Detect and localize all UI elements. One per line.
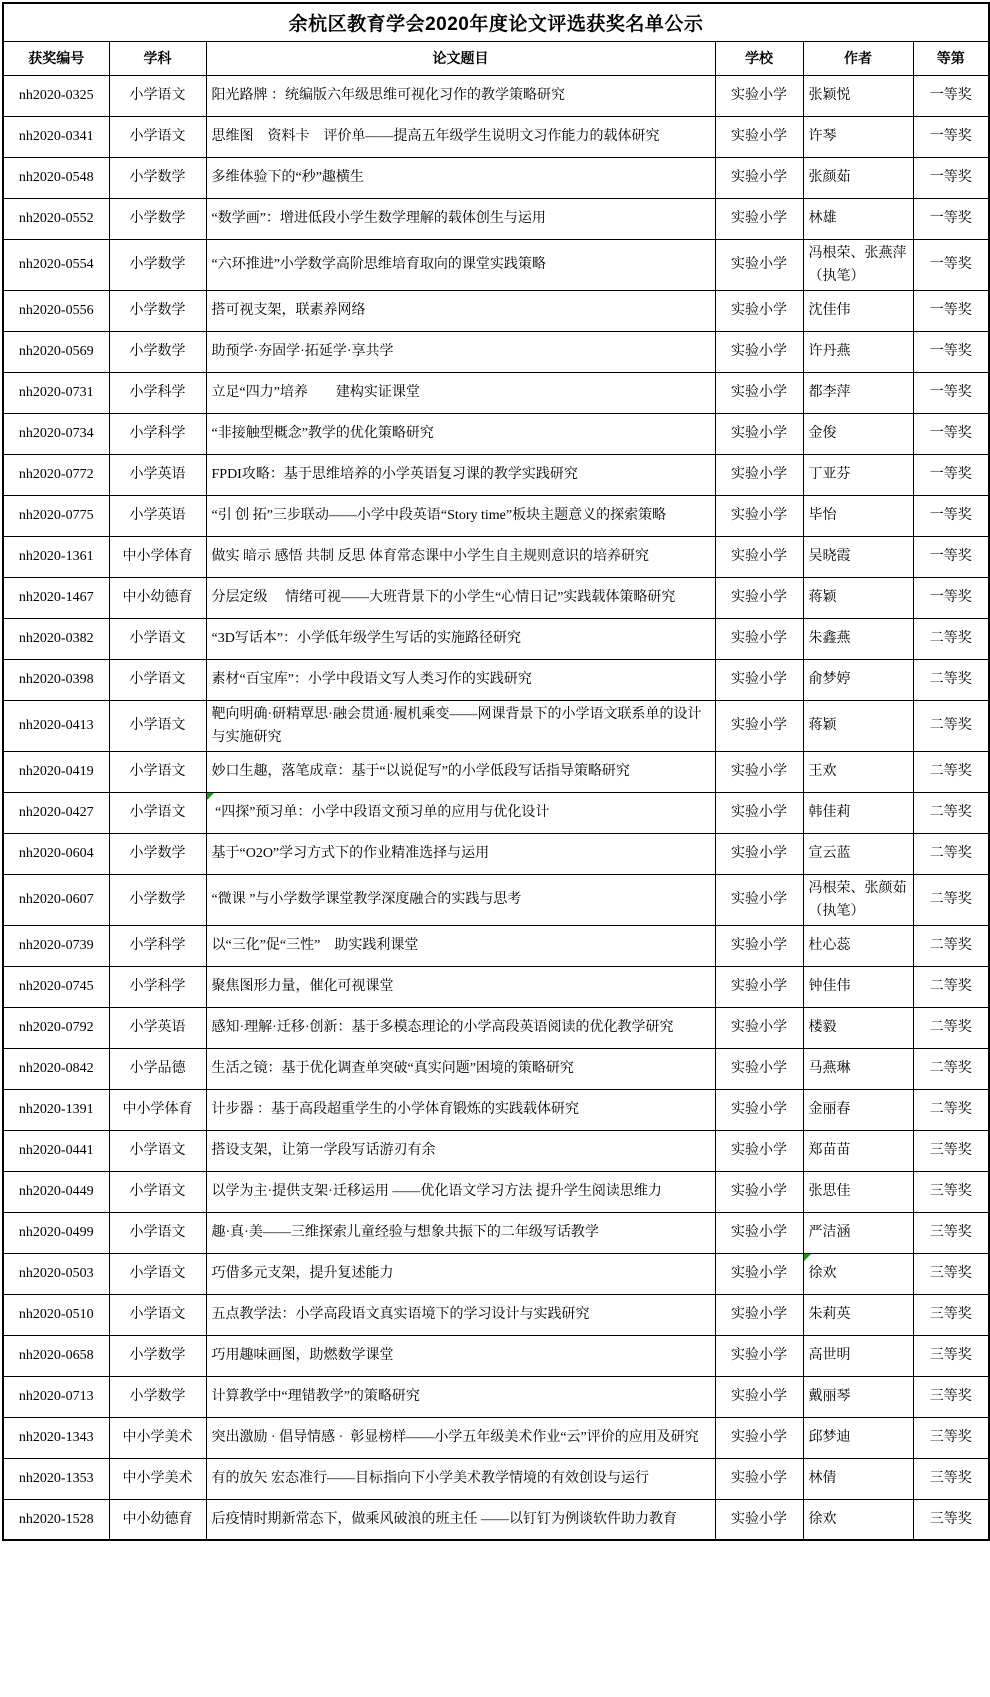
cell-award-grade: 二等奖 <box>913 833 989 874</box>
cell-award-id: nh2020-0419 <box>3 751 109 792</box>
cell-school: 实验小学 <box>715 1294 803 1335</box>
cell-author: 杜心蕊 <box>803 925 913 966</box>
cell-award-id: nh2020-0499 <box>3 1212 109 1253</box>
cell-award-grade: 二等奖 <box>913 925 989 966</box>
cell-award-grade: 三等奖 <box>913 1130 989 1171</box>
cell-award-id: nh2020-0713 <box>3 1376 109 1417</box>
cell-school: 实验小学 <box>715 1417 803 1458</box>
cell-subject: 小学数学 <box>109 290 206 331</box>
cell-subject: 中小学美术 <box>109 1458 206 1499</box>
cell-author: 毕怡 <box>803 495 913 536</box>
cell-award-grade: 一等奖 <box>913 413 989 454</box>
cell-award-grade: 三等奖 <box>913 1417 989 1458</box>
table-row <box>3 372 989 413</box>
cell-subject: 小学英语 <box>109 1007 206 1048</box>
table-row <box>3 454 989 495</box>
cell-award-grade: 二等奖 <box>913 966 989 1007</box>
cell-subject: 小学语文 <box>109 751 206 792</box>
cell-author: 吴晓霞 <box>803 536 913 577</box>
cell-paper-title: 立足“四力”培养 建构实证课堂 <box>206 372 715 413</box>
table-row <box>3 1376 989 1417</box>
cell-author: 宣云蓝 <box>803 833 913 874</box>
cell-author: 韩佳莉 <box>803 792 913 833</box>
table-row <box>3 1212 989 1253</box>
table-row <box>3 536 989 577</box>
cell-award-grade: 一等奖 <box>913 290 989 331</box>
cell-school: 实验小学 <box>715 198 803 239</box>
cell-author: 楼毅 <box>803 1007 913 1048</box>
cell-award-id: nh2020-0604 <box>3 833 109 874</box>
cell-award-grade: 三等奖 <box>913 1376 989 1417</box>
cell-school: 实验小学 <box>715 659 803 700</box>
cell-paper-title: 搭可视支架，联素养网络 <box>206 290 715 331</box>
cell-author: 冯根荣、张颜茹（执笔） <box>803 874 913 925</box>
cell-author: 林倩 <box>803 1458 913 1499</box>
table-row <box>3 1335 989 1376</box>
cell-subject: 小学数学 <box>109 239 206 290</box>
cell-author: 朱鑫燕 <box>803 618 913 659</box>
page-title: 余杭区教育学会2020年度论文评选获奖名单公示 <box>3 3 989 41</box>
cell-school: 实验小学 <box>715 1007 803 1048</box>
cell-paper-title: 素材“百宝库”：小学中段语文写人类习作的实践研究 <box>206 659 715 700</box>
cell-award-grade: 二等奖 <box>913 751 989 792</box>
cell-author: 戴丽琴 <box>803 1376 913 1417</box>
cell-award-grade: 一等奖 <box>913 577 989 618</box>
cell-award-id: nh2020-0772 <box>3 454 109 495</box>
cell-award-id: nh2020-1353 <box>3 1458 109 1499</box>
cell-school: 实验小学 <box>715 618 803 659</box>
cell-paper-title: 分层定级 情绪可视——大班背景下的小学生“心情日记”实践载体策略研究 <box>206 577 715 618</box>
cell-author: 徐欢 <box>803 1499 913 1540</box>
cell-author: 郑苗苗 <box>803 1130 913 1171</box>
cell-subject: 小学语文 <box>109 618 206 659</box>
cell-paper-title: 搭设支架，让第一学段写话游刃有余 <box>206 1130 715 1171</box>
cell-award-id: nh2020-0548 <box>3 157 109 198</box>
cell-award-id: nh2020-0739 <box>3 925 109 966</box>
cell-award-id: nh2020-0607 <box>3 874 109 925</box>
cell-school: 实验小学 <box>715 577 803 618</box>
cell-award-grade: 三等奖 <box>913 1212 989 1253</box>
title-row <box>3 3 989 41</box>
cell-award-id: nh2020-1361 <box>3 536 109 577</box>
cell-school: 实验小学 <box>715 1499 803 1540</box>
cell-school: 实验小学 <box>715 1376 803 1417</box>
cell-subject: 小学语文 <box>109 1294 206 1335</box>
table-row <box>3 700 989 751</box>
cell-author: 邱梦迪 <box>803 1417 913 1458</box>
cell-award-id: nh2020-0398 <box>3 659 109 700</box>
cell-author: 蒋颖 <box>803 700 913 751</box>
cell-award-id: nh2020-0427 <box>3 792 109 833</box>
cell-paper-title: 生活之镜：基于优化调查单突破“真实问题”困境的策略研究 <box>206 1048 715 1089</box>
table-row <box>3 413 989 454</box>
cell-subject: 小学语文 <box>109 1212 206 1253</box>
cell-author: 徐欢 <box>803 1253 913 1294</box>
cell-school: 实验小学 <box>715 1212 803 1253</box>
cell-award-grade: 二等奖 <box>913 792 989 833</box>
cell-award-grade: 一等奖 <box>913 495 989 536</box>
cell-award-id: nh2020-0731 <box>3 372 109 413</box>
col-header-school: 学校 <box>715 41 803 75</box>
cell-paper-title: 思维图 资料卡 评价单——提高五年级学生说明文习作能力的载体研究 <box>206 116 715 157</box>
cell-school: 实验小学 <box>715 1089 803 1130</box>
cell-paper-title: 助预学·夯固学·拓延学·享共学 <box>206 331 715 372</box>
col-header-subject: 学科 <box>109 41 206 75</box>
cell-subject: 小学科学 <box>109 372 206 413</box>
cell-paper-title: 巧用趣味画图，助燃数学课堂 <box>206 1335 715 1376</box>
cell-school: 实验小学 <box>715 792 803 833</box>
cell-subject: 小学数学 <box>109 833 206 874</box>
cell-award-id: nh2020-0449 <box>3 1171 109 1212</box>
cell-paper-title: 靶向明确·研精覃思·融会贯通·履机乘变——网课背景下的小学语文联系单的设计与实施研究 <box>206 700 715 751</box>
cell-award-grade: 三等奖 <box>913 1458 989 1499</box>
cell-school: 实验小学 <box>715 874 803 925</box>
cell-award-id: nh2020-0775 <box>3 495 109 536</box>
cell-subject: 小学品德 <box>109 1048 206 1089</box>
table-row <box>3 1007 989 1048</box>
cell-school: 实验小学 <box>715 372 803 413</box>
table-header-row <box>3 41 989 75</box>
col-header-award-id: 获奖编号 <box>3 41 109 75</box>
cell-school: 实验小学 <box>715 1335 803 1376</box>
cell-paper-title: 阳光路牌 ：统编版六年级思维可视化习作的教学策略研究 <box>206 75 715 116</box>
cell-school: 实验小学 <box>715 454 803 495</box>
cell-school: 实验小学 <box>715 239 803 290</box>
cell-paper-title: 感知·理解·迁移·创新：基于多模态理论的小学高段英语阅读的优化教学研究 <box>206 1007 715 1048</box>
table-row <box>3 290 989 331</box>
cell-author: 许琴 <box>803 116 913 157</box>
cell-subject: 小学语文 <box>109 792 206 833</box>
cell-school: 实验小学 <box>715 1048 803 1089</box>
table-row <box>3 239 989 290</box>
table-row <box>3 751 989 792</box>
cell-paper-title: 后疫情时期新常态下，做乘风破浪的班主任 ——以钉钉为例谈软件助力教育 <box>206 1499 715 1540</box>
table-row <box>3 1048 989 1089</box>
cell-award-id: nh2020-0382 <box>3 618 109 659</box>
table-row <box>3 1089 989 1130</box>
cell-award-id: nh2020-1343 <box>3 1417 109 1458</box>
cell-author: 马燕琳 <box>803 1048 913 1089</box>
cell-author: 金俊 <box>803 413 913 454</box>
cell-subject: 小学语文 <box>109 75 206 116</box>
cell-award-id: nh2020-0734 <box>3 413 109 454</box>
cell-subject: 小学科学 <box>109 966 206 1007</box>
cell-paper-title: 趣·真·美——三维探索儿童经验与想象共振下的二年级写话教学 <box>206 1212 715 1253</box>
table-row <box>3 618 989 659</box>
cell-school: 实验小学 <box>715 751 803 792</box>
cell-paper-title: 有的放矢 宏态准行——目标指向下小学美术教学情境的有效创设与运行 <box>206 1458 715 1499</box>
cell-author: 沈佳伟 <box>803 290 913 331</box>
cell-award-id: nh2020-0325 <box>3 75 109 116</box>
cell-author: 王欢 <box>803 751 913 792</box>
cell-school: 实验小学 <box>715 116 803 157</box>
cell-award-id: nh2020-0569 <box>3 331 109 372</box>
table-row <box>3 75 989 116</box>
table-row <box>3 1499 989 1540</box>
cell-award-grade: 二等奖 <box>913 700 989 751</box>
cell-award-grade: 一等奖 <box>913 198 989 239</box>
cell-paper-title: “非接触型概念”教学的优化策略研究 <box>206 413 715 454</box>
cell-award-grade: 三等奖 <box>913 1171 989 1212</box>
cell-school: 实验小学 <box>715 833 803 874</box>
cell-school: 实验小学 <box>715 925 803 966</box>
cell-school: 实验小学 <box>715 75 803 116</box>
cell-award-grade: 一等奖 <box>913 372 989 413</box>
cell-school: 实验小学 <box>715 1130 803 1171</box>
table-row <box>3 1458 989 1499</box>
cell-subject: 小学语文 <box>109 1171 206 1212</box>
cell-author: 严洁涵 <box>803 1212 913 1253</box>
table-row <box>3 966 989 1007</box>
cell-subject: 小学英语 <box>109 495 206 536</box>
table-row <box>3 792 989 833</box>
cell-award-grade: 三等奖 <box>913 1335 989 1376</box>
cell-subject: 小学语文 <box>109 1253 206 1294</box>
col-header-paper-title: 论文题目 <box>206 41 715 75</box>
cell-paper-title: 巧借多元支架，提升复述能力 <box>206 1253 715 1294</box>
cell-subject: 小学科学 <box>109 925 206 966</box>
cell-award-id: nh2020-0658 <box>3 1335 109 1376</box>
cell-award-grade: 二等奖 <box>913 1089 989 1130</box>
cell-subject: 小学数学 <box>109 874 206 925</box>
cell-author: 张颖悦 <box>803 75 913 116</box>
cell-award-id: nh2020-0341 <box>3 116 109 157</box>
cell-paper-title: 计步器 ：基于高段超重学生的小学体育锻炼的实践载体研究 <box>206 1089 715 1130</box>
cell-award-id: nh2020-0792 <box>3 1007 109 1048</box>
cell-paper-title: 做实 暗示 感悟 共制 反思 体育常态课中小学生自主规则意识的培养研究 <box>206 536 715 577</box>
cell-subject: 小学科学 <box>109 413 206 454</box>
cell-subject: 中小学美术 <box>109 1417 206 1458</box>
cell-subject: 小学数学 <box>109 1376 206 1417</box>
table-row <box>3 925 989 966</box>
table-row <box>3 1171 989 1212</box>
cell-author: 俞梦婷 <box>803 659 913 700</box>
cell-author: 蒋颖 <box>803 577 913 618</box>
cell-subject: 小学英语 <box>109 454 206 495</box>
cell-author: 朱莉英 <box>803 1294 913 1335</box>
cell-award-grade: 三等奖 <box>913 1499 989 1540</box>
cell-paper-title: FPDI攻略：基于思维培养的小学英语复习课的教学实践研究 <box>206 454 715 495</box>
cell-subject: 小学语文 <box>109 116 206 157</box>
cell-subject: 小学数学 <box>109 198 206 239</box>
cell-award-id: nh2020-0503 <box>3 1253 109 1294</box>
cell-school: 实验小学 <box>715 495 803 536</box>
cell-author: 高世明 <box>803 1335 913 1376</box>
cell-paper-title: 突出激励 · 倡导情感 · 彰显榜样——小学五年级美术作业“云”评价的应用及研究 <box>206 1417 715 1458</box>
table-row <box>3 1294 989 1335</box>
cell-award-grade: 二等奖 <box>913 659 989 700</box>
table-row <box>3 833 989 874</box>
cell-paper-title: 以学为主·提供支架·迁移运用 ——优化语文学习方法 提升学生阅读思维力 <box>206 1171 715 1212</box>
cell-award-grade: 三等奖 <box>913 1253 989 1294</box>
cell-subject: 中小学体育 <box>109 536 206 577</box>
cell-award-grade: 三等奖 <box>913 1294 989 1335</box>
cell-paper-title: “六环推进”小学数学高阶思维培育取向的课堂实践策略 <box>206 239 715 290</box>
cell-subject: 中小学体育 <box>109 1089 206 1130</box>
cell-school: 实验小学 <box>715 413 803 454</box>
cell-school: 实验小学 <box>715 331 803 372</box>
cell-subject: 小学语文 <box>109 659 206 700</box>
cell-paper-title: 妙口生趣，落笔成章：基于“以说促写”的小学低段写话指导策略研究 <box>206 751 715 792</box>
cell-subject: 中小幼德育 <box>109 577 206 618</box>
cell-author: 林雄 <box>803 198 913 239</box>
table-row <box>3 1417 989 1458</box>
cell-school: 实验小学 <box>715 290 803 331</box>
table-row <box>3 874 989 925</box>
cell-author: 金丽春 <box>803 1089 913 1130</box>
table-row <box>3 577 989 618</box>
cell-award-grade: 一等奖 <box>913 454 989 495</box>
cell-award-grade: 一等奖 <box>913 116 989 157</box>
table-row <box>3 495 989 536</box>
cell-author: 冯根荣、张燕萍（执笔） <box>803 239 913 290</box>
cell-school: 实验小学 <box>715 700 803 751</box>
cell-author: 钟佳伟 <box>803 966 913 1007</box>
cell-author: 都李萍 <box>803 372 913 413</box>
cell-school: 实验小学 <box>715 157 803 198</box>
cell-award-id: nh2020-0510 <box>3 1294 109 1335</box>
cell-paper-title: “四探”预习单：小学中段语文预习单的应用与优化设计 <box>206 792 715 833</box>
cell-award-id: nh2020-1391 <box>3 1089 109 1130</box>
cell-award-id: nh2020-1467 <box>3 577 109 618</box>
cell-award-grade: 一等奖 <box>913 239 989 290</box>
comment-marker-icon <box>804 1254 811 1261</box>
cell-paper-title: “数学画”：增进低段小学生数学理解的载体创生与运用 <box>206 198 715 239</box>
cell-award-grade: 二等奖 <box>913 874 989 925</box>
cell-paper-title: “3D写话本”：小学低年级学生写话的实施路径研究 <box>206 618 715 659</box>
table-row <box>3 331 989 372</box>
cell-award-grade: 二等奖 <box>913 1048 989 1089</box>
cell-author: 丁亚芬 <box>803 454 913 495</box>
cell-award-id: nh2020-0842 <box>3 1048 109 1089</box>
cell-award-id: nh2020-0413 <box>3 700 109 751</box>
cell-award-grade: 一等奖 <box>913 75 989 116</box>
cell-award-id: nh2020-0745 <box>3 966 109 1007</box>
cell-award-id: nh2020-0552 <box>3 198 109 239</box>
table-row <box>3 1253 989 1294</box>
cell-award-grade: 一等奖 <box>913 536 989 577</box>
cell-subject: 小学数学 <box>109 157 206 198</box>
cell-award-id: nh2020-0554 <box>3 239 109 290</box>
table-row <box>3 157 989 198</box>
cell-subject: 小学语文 <box>109 1130 206 1171</box>
cell-author: 许丹燕 <box>803 331 913 372</box>
table-row <box>3 1130 989 1171</box>
cell-paper-title: 五点教学法：小学高段语文真实语境下的学习设计与实践研究 <box>206 1294 715 1335</box>
cell-award-grade: 一等奖 <box>913 157 989 198</box>
cell-subject: 小学语文 <box>109 700 206 751</box>
cell-award-id: nh2020-0556 <box>3 290 109 331</box>
cell-paper-title: 以“三化”促“三性” 助实践利课堂 <box>206 925 715 966</box>
cell-paper-title: “微课 ”与小学数学课堂教学深度融合的实践与思考 <box>206 874 715 925</box>
table-row <box>3 116 989 157</box>
cell-award-id: nh2020-0441 <box>3 1130 109 1171</box>
cell-paper-title: 计算教学中“理错教学”的策略研究 <box>206 1376 715 1417</box>
cell-paper-title: “引 创 拓”三步联动——小学中段英语“Story time”板块主题意义的探索策略 <box>206 495 715 536</box>
cell-school: 实验小学 <box>715 1253 803 1294</box>
cell-award-grade: 一等奖 <box>913 331 989 372</box>
cell-paper-title: 多维体验下的“秒”趣横生 <box>206 157 715 198</box>
table-row <box>3 659 989 700</box>
cell-award-grade: 二等奖 <box>913 1007 989 1048</box>
table-row <box>3 198 989 239</box>
cell-author: 张颜茹 <box>803 157 913 198</box>
cell-author: 张思佳 <box>803 1171 913 1212</box>
cell-school: 实验小学 <box>715 1171 803 1212</box>
cell-subject: 小学数学 <box>109 1335 206 1376</box>
cell-paper-title: 基于“O2O”学习方式下的作业精准选择与运用 <box>206 833 715 874</box>
cell-school: 实验小学 <box>715 966 803 1007</box>
col-header-award-grade: 等第 <box>913 41 989 75</box>
cell-school: 实验小学 <box>715 536 803 577</box>
cell-paper-title: 聚焦图形力量，催化可视课堂 <box>206 966 715 1007</box>
cell-school: 实验小学 <box>715 1458 803 1499</box>
cell-award-grade: 二等奖 <box>913 618 989 659</box>
cell-subject: 小学数学 <box>109 331 206 372</box>
comment-marker-icon <box>207 793 214 800</box>
award-table <box>2 2 990 1541</box>
cell-subject: 中小幼德育 <box>109 1499 206 1540</box>
col-header-author: 作者 <box>803 41 913 75</box>
cell-award-id: nh2020-1528 <box>3 1499 109 1540</box>
